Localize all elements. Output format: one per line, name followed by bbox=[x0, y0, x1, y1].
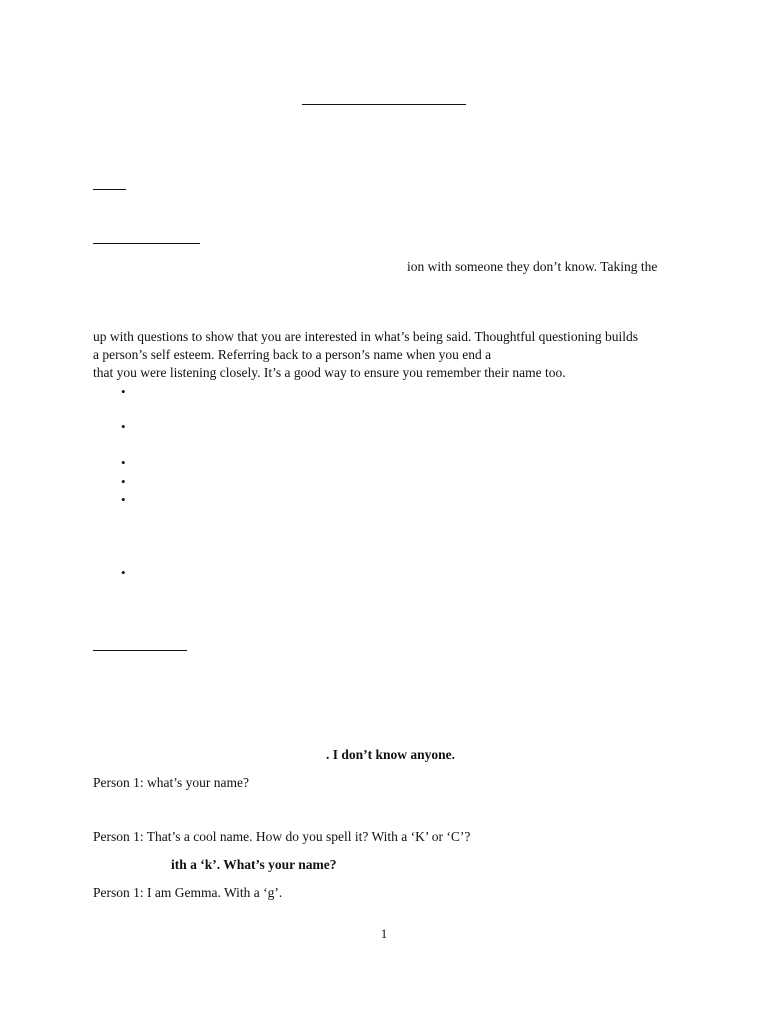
dialogue-line-1: . I don’t know anyone. bbox=[326, 747, 456, 762]
title-underline bbox=[302, 104, 466, 105]
bullet-marker: • bbox=[121, 474, 126, 489]
bullet-marker: • bbox=[121, 455, 126, 470]
paragraph-line-1: up with questions to show that you are interested in what’s being said. Thoughtful questioning builds bbox=[93, 329, 638, 344]
bullet-marker: • bbox=[121, 419, 126, 434]
heading-underline-1 bbox=[93, 189, 126, 190]
dialogue-line-5: Person 1: I am Gemma. With a ‘g’. bbox=[93, 885, 283, 900]
bullet-marker: • bbox=[121, 492, 126, 507]
dialogue-line-4: ith a ‘k’. What’s your name? bbox=[171, 857, 337, 872]
heading-underline-3 bbox=[93, 650, 187, 651]
heading-underline-2 bbox=[93, 243, 200, 244]
bullet-marker: • bbox=[121, 565, 126, 580]
dialogue-line-2: Person 1: what’s your name? bbox=[93, 775, 249, 790]
bullet-marker: • bbox=[121, 384, 126, 399]
paragraph-line-3: that you were listening closely. It’s a good way to ensure you remember their name too. bbox=[93, 365, 566, 380]
paragraph-line-2: a person’s self esteem. Referring back to a person’s name when you end a bbox=[93, 347, 492, 362]
page-number: 1 bbox=[380, 926, 388, 941]
dialogue-line-3: Person 1: That’s a cool name. How do you spell it? With a ‘K’ or ‘C’? bbox=[93, 829, 471, 844]
intro-text: ion with someone they don’t know. Taking the bbox=[407, 259, 658, 274]
